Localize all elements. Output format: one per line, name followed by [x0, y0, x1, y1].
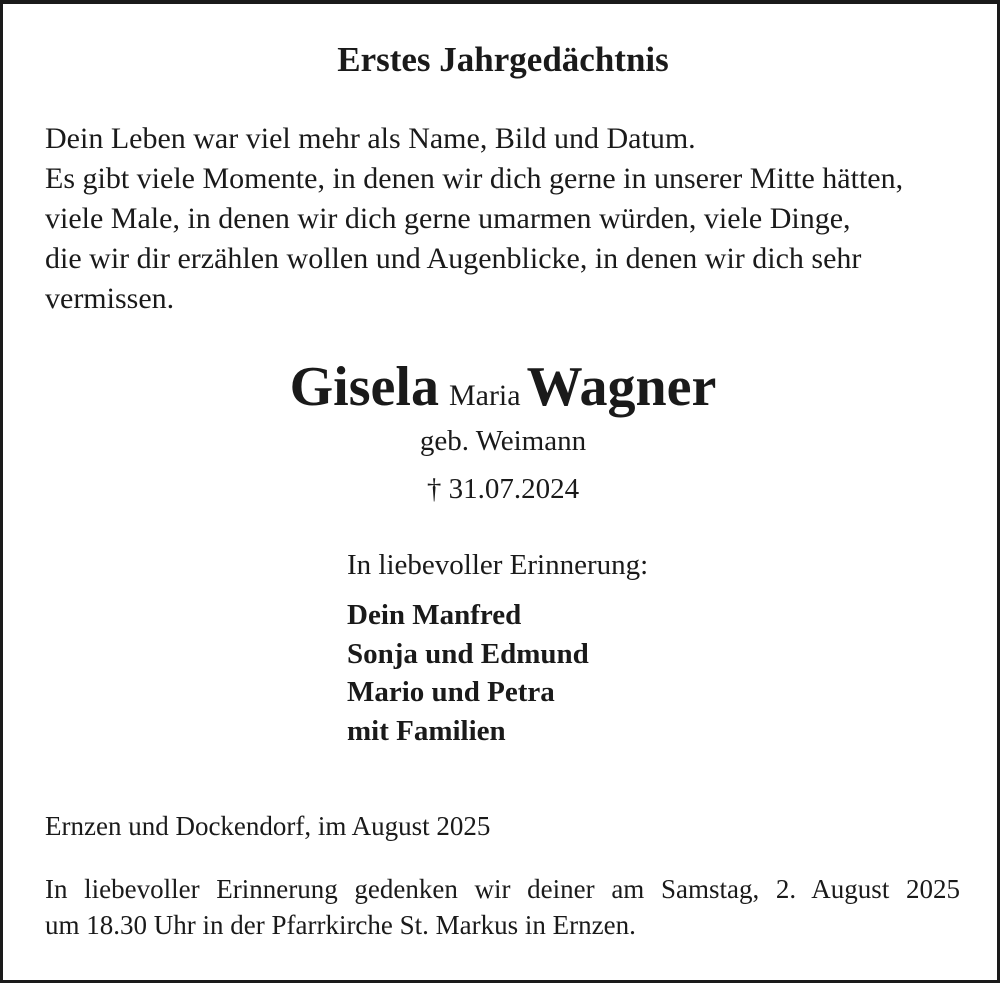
mourners-list [347, 596, 589, 750]
first-name: Gisela [289, 356, 439, 418]
memory-label: In liebevoller Erinnerung: [347, 549, 649, 581]
death-date: † 31.07.2024 [426, 473, 580, 505]
service-line: um 18.30 Uhr in der Pfarrkirche St. Markus in Ernzen. [45, 910, 636, 940]
service-line: In liebevoller Erinnerung gedenken wir deiner am Samstag, 2. August 2025 [45, 874, 960, 904]
intro-line: Es gibt viele Momente, in denen wir dich gerne in unserer Mitte hätten, [45, 162, 904, 195]
mourner-item: Dein Manfred [347, 599, 522, 631]
middle-name: Maria [448, 379, 521, 412]
intro-line: viele Male, in denen wir dich gerne umarmen würden, viele Dinge, [45, 202, 851, 235]
intro-line: vermissen. [45, 282, 175, 315]
birth-name: geb. Weimann [419, 425, 587, 457]
mourner-item: Mario und Petra [347, 676, 555, 708]
place-date: Ernzen und Dockendorf, im August 2025 [45, 811, 491, 841]
mourner-item: mit Familien [347, 714, 506, 747]
intro-line: Dein Leben war viel mehr als Name, Bild und Datum. [45, 122, 696, 155]
intro-line: die wir dir erzählen wollen und Augenblicke, in denen wir dich sehr [45, 242, 862, 275]
mourner-item: Sonja und Edmund [347, 637, 589, 670]
last-name: Wagner [526, 356, 717, 418]
intro-text [45, 119, 975, 319]
service-info [45, 871, 960, 943]
notice-title: Erstes Jahrgedächtnis [337, 40, 669, 79]
